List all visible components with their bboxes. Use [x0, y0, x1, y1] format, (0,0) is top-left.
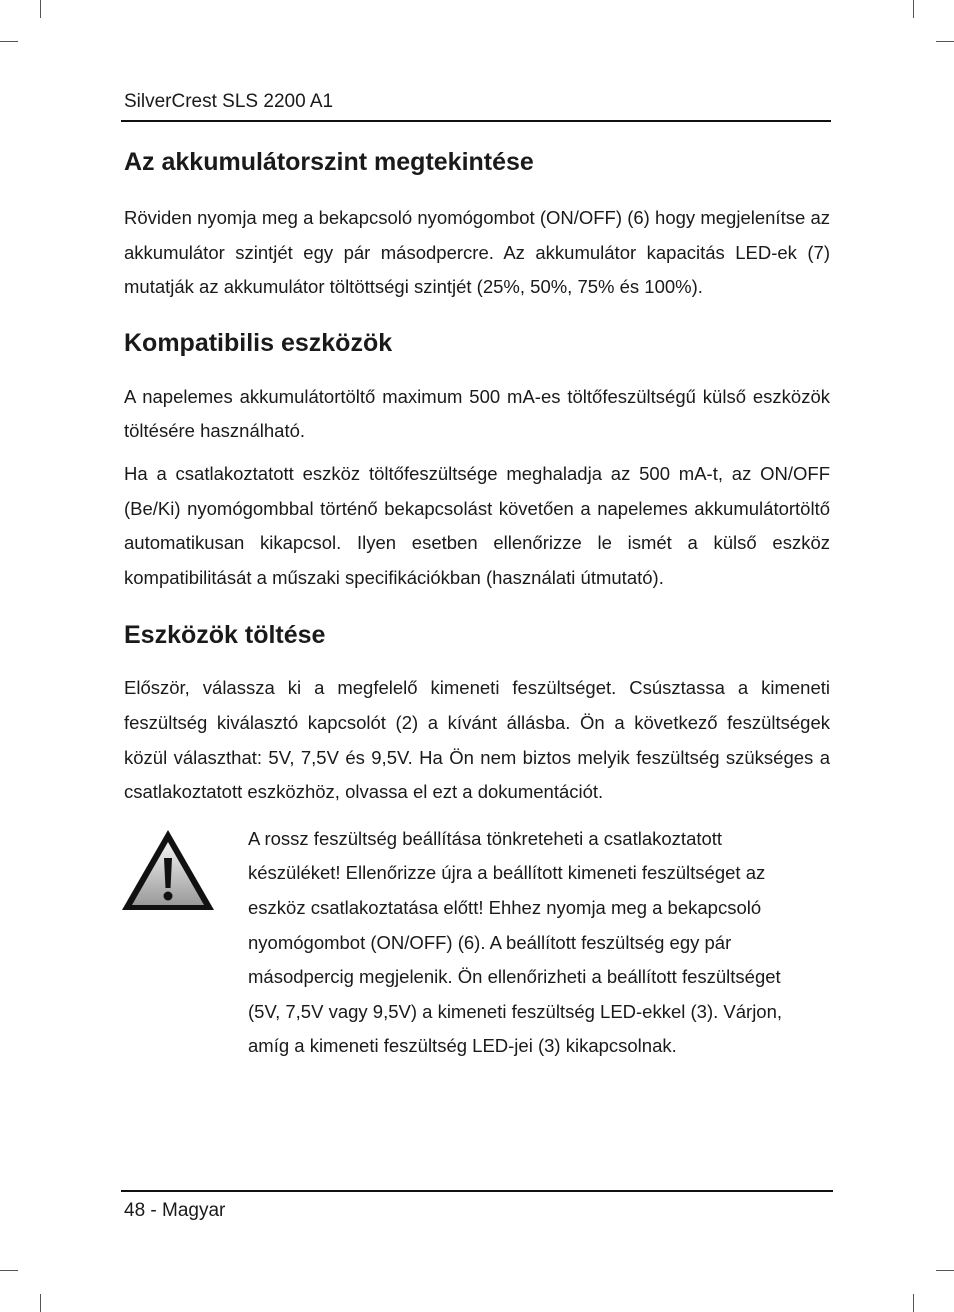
- warning-text: [248, 822, 838, 1064]
- page-number: 48 - Magyar: [124, 1200, 226, 1221]
- crop-mark: [40, 1294, 41, 1312]
- section-paragraph: A napelemes akkumulátortöltő maximum 500 mA-es töltőfeszültségű külső eszközök töltésére használható.: [124, 385, 830, 442]
- crop-mark: [913, 0, 914, 18]
- crop-mark: [936, 41, 954, 42]
- crop-mark: [0, 41, 18, 42]
- crop-mark: [40, 0, 41, 18]
- warning-line: (5V, 7,5V vagy 9,5V) a kimeneti feszültség LED-ekkel (3). Várjon,: [248, 1000, 783, 1022]
- warning-line: nyomógombot (ON/OFF) (6). A beállított feszültség egy pár: [248, 931, 732, 953]
- section-title-compatible-devices: Kompatibilis eszközök: [124, 328, 393, 357]
- section-title-charging-devices: Eszközök töltése: [124, 621, 326, 650]
- header-rule: [121, 120, 831, 122]
- footer-rule: [121, 1190, 833, 1192]
- warning-triangle-icon: [120, 828, 216, 912]
- warning-block: [124, 822, 830, 1062]
- section-paragraph: Először, válassza ki a megfelelő kimeneti feszültséget. Csúsztassa a kimeneti feszültség kiválasztó kapcsolót (2) a kívánt állásba. Ön a következő feszültségek közül választhat: 5V, 7,5V és 9,5V. Ha Ön nem biztos melyik feszültség szükséges a csatlakoztatott eszközhöz, olvassa el ezt a dokumentációt.: [124, 677, 830, 803]
- section-title-battery-level: Az akkumulátorszint megtekintése: [124, 148, 534, 176]
- page-content: [124, 138, 830, 1062]
- section-paragraph: Röviden nyomja meg a bekapcsoló nyomógombot (ON/OFF) (6) hogy megjelenítse az akkumulátor szintjét egy pár másodpercre. Az akkumulátor kapacitás LED-ek (7) mutatják az akkumulátor töltöttségi szintjét (25%, 50%, 75% és 100%).: [124, 207, 830, 298]
- warning-line: készüléket! Ellenőrizze újra a beállított kimeneti feszültséget az: [248, 862, 766, 884]
- section-paragraph: Ha a csatlakoztatott eszköz töltőfeszültsége meghaladja az 500 mA-t, az ON/OFF (Be/Ki) nyomógombbal történő bekapcsolást követően a napelemes akkumulátortöltő automatikusan kikapcsol. Ilyen esetben ellenőrizze le ismét a külső eszköz kompatibilitását a műszaki specifikációkban (használati útmutató).: [124, 462, 830, 588]
- warning-line: amíg a kimeneti feszültség LED-jei (3) kikapcsolnak.: [248, 1035, 677, 1057]
- crop-mark: [936, 1270, 954, 1271]
- warning-line: másodpercig megjelenik. Ön ellenőrizheti a beállított feszültséget: [248, 966, 781, 988]
- warning-line: eszköz csatlakoztatása előtt! Ehhez nyomja meg a bekapcsoló: [248, 896, 762, 918]
- crop-mark: [913, 1294, 914, 1312]
- warning-line: A rossz feszültség beállítása tönkreteheti a csatlakoztatott: [248, 827, 723, 849]
- page-header: SilverCrest SLS 2200 A1: [124, 91, 334, 112]
- crop-mark: [0, 1270, 18, 1271]
